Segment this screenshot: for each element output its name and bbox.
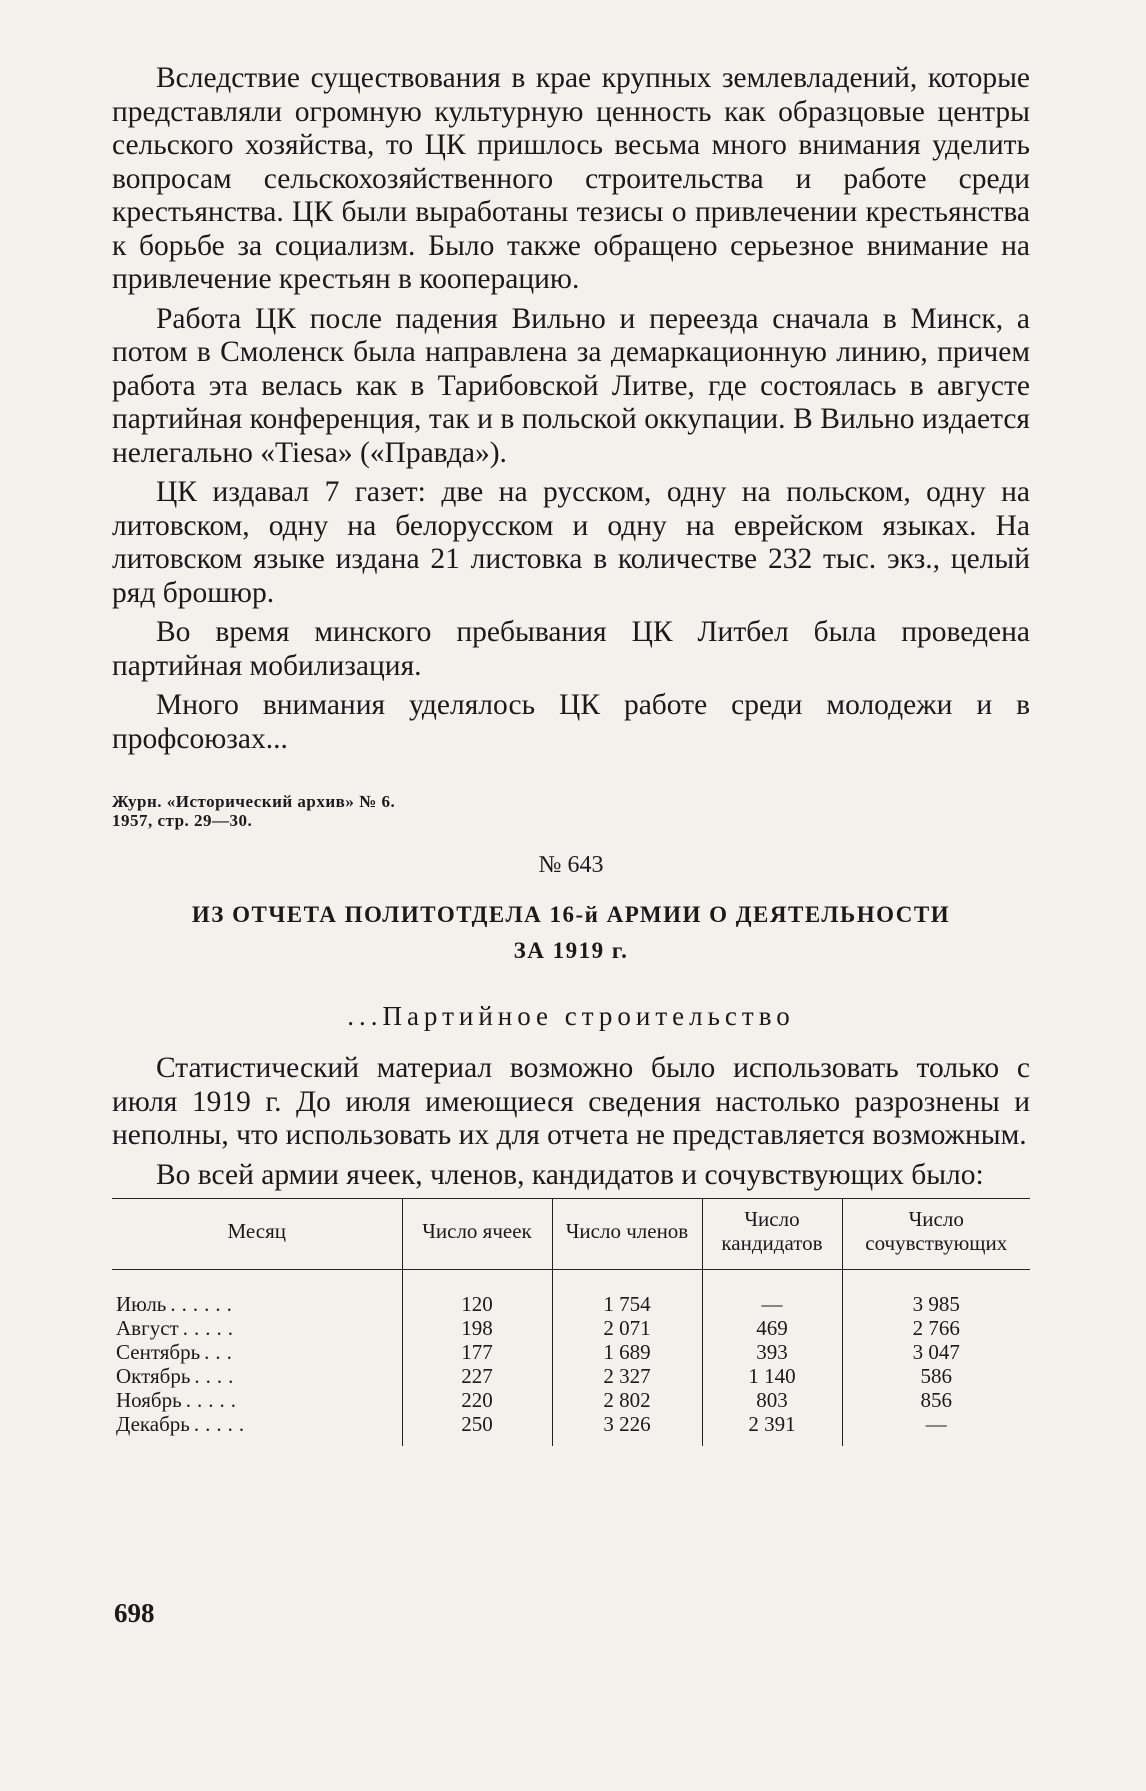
candidates-value: 469 — [702, 1316, 842, 1340]
paragraph-mobilization: Во время минского пребывания ЦК Литбел была проведена партийная мобилизация. — [112, 616, 1030, 682]
candidates-value: — — [702, 1270, 842, 1317]
sympathizers-value: 586 — [842, 1364, 1030, 1388]
members-value: 3 226 — [552, 1412, 702, 1446]
document-title-line-2: ЗА 1919 г. — [513, 938, 629, 963]
leader-dots: ..... — [182, 1316, 239, 1340]
header-candidates: Число кандидатов — [702, 1199, 842, 1270]
paragraph-youth: Много внимания уделялось ЦК работе среди молодежи и в профсоюзах... — [112, 689, 1030, 755]
source-citation — [112, 792, 1030, 830]
table-row — [112, 1364, 1030, 1388]
header-month: Месяц — [112, 1199, 402, 1270]
sympathizers-value: 3 047 — [842, 1340, 1030, 1364]
leader-dots: ..... — [185, 1388, 242, 1412]
membership-table — [112, 1198, 1030, 1446]
header-members: Число членов — [552, 1199, 702, 1270]
paragraph-newspapers: ЦК издавал 7 газет: две на русском, одну на польском, одну на литовском, одну на белорусском и одну на еврейском языках. На литовском языке издана 21 листовка в количестве 232 тыс. экз., целый ряд брошюр. — [112, 476, 1030, 609]
cells-value: 250 — [402, 1412, 552, 1446]
month-cell: Ноябрь — [116, 1388, 182, 1412]
table-row — [112, 1270, 1030, 1317]
paragraph-vilnius-work: Работа ЦК после падения Вильно и переезда сначала в Минск, а потом в Смоленск была направлена за демаркационную линию, причем работа эта велась как в Тарибовской Литве, где состоялась в августе партийная конференция, так и в польской оккупации. В Вильно издается нелегально «Tiesa» («Правда»). — [112, 302, 1030, 469]
cells-value: 177 — [402, 1340, 552, 1364]
leader-dots: ... — [204, 1340, 238, 1364]
members-value: 1 689 — [552, 1340, 702, 1364]
table-row — [112, 1340, 1030, 1364]
header-cells: Число ячеек — [402, 1199, 552, 1270]
leader-dots: ...... — [170, 1292, 238, 1316]
cells-value: 198 — [402, 1316, 552, 1340]
table-row — [112, 1316, 1030, 1340]
table-header-row — [112, 1199, 1030, 1270]
members-value: 2 802 — [552, 1388, 702, 1412]
section-heading: ...Партийное строительство — [347, 1001, 795, 1031]
sympathizers-value: 3 985 — [842, 1270, 1030, 1317]
candidates-value: 1 140 — [702, 1364, 842, 1388]
month-cell: Декабрь — [116, 1412, 190, 1436]
cells-value: 120 — [402, 1270, 552, 1317]
paragraph-agriculture: Вследствие существования в крае крупных землевладений, которые представляли огромную культурную ценность как образцовые центры сельского хозяйства, то ЦК пришлось весьма много внимания уделить вопросам сельскохозяйственного строительства и работе среди крестьянства. ЦК были выработаны тезисы о привлечении крестьянства к борьбе за социализм. Было также обращено серьезное внимание на привлечение крестьян в кооперацию. — [112, 62, 1030, 295]
document-title-line-1: ИЗ ОТЧЕТА ПОЛИТОТДЕЛА 16-й АРМИИ О ДЕЯТЕЛЬНОСТИ — [191, 902, 951, 927]
document-title — [112, 897, 1030, 969]
month-cell: Октябрь — [116, 1364, 191, 1388]
page-number: 698 — [114, 1598, 155, 1628]
candidates-value: 2 391 — [702, 1412, 842, 1446]
sympathizers-value: — — [842, 1412, 1030, 1446]
cells-value: 227 — [402, 1364, 552, 1388]
table-row — [112, 1388, 1030, 1412]
paragraph-statistics: Статистический материал возможно было использовать только с июля 1919 г. До июля имеющиеся сведения настолько разрознены и неполны, что использовать их для отчета не представляется возможным. — [112, 1052, 1030, 1151]
source-line-1: Журн. «Исторический архив» № 6. — [112, 792, 396, 811]
month-cell: Август — [116, 1316, 179, 1340]
month-cell: Июль — [116, 1292, 167, 1316]
document-page — [112, 62, 1030, 1446]
members-value: 1 754 — [552, 1270, 702, 1317]
sympathizers-value: 856 — [842, 1388, 1030, 1412]
members-value: 2 327 — [552, 1364, 702, 1388]
paragraph-table-intro: Во всей армии ячеек, членов, кандидатов и сочувствующих было: — [156, 1158, 984, 1191]
candidates-value: 393 — [702, 1340, 842, 1364]
cells-value: 220 — [402, 1388, 552, 1412]
month-cell: Сентябрь — [116, 1340, 201, 1364]
document-number: № 643 — [538, 852, 604, 878]
leader-dots: .... — [194, 1364, 240, 1388]
leader-dots: ..... — [193, 1412, 251, 1436]
header-sympathizers: Число сочувствующих — [842, 1199, 1030, 1270]
members-value: 2 071 — [552, 1316, 702, 1340]
table-row — [112, 1412, 1030, 1446]
sympathizers-value: 2 766 — [842, 1316, 1030, 1340]
candidates-value: 803 — [702, 1388, 842, 1412]
source-line-2: 1957, стр. 29—30. — [112, 811, 253, 830]
